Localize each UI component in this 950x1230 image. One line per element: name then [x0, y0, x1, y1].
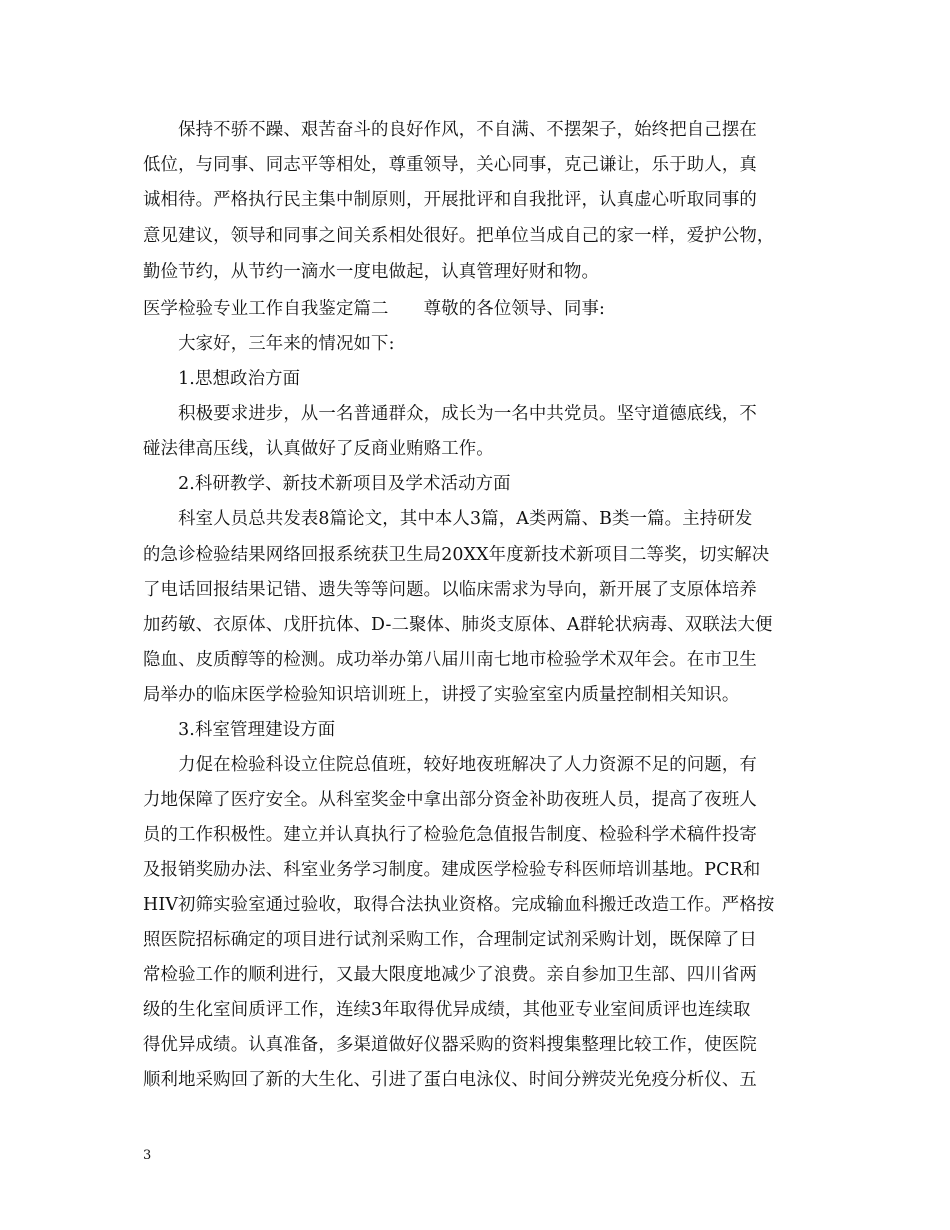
text-line: 力地保障了医疗安全。从科室奖金中拿出部分资金补助夜班人员，提高了夜班人	[143, 790, 757, 810]
text-line: 力促在检验科设立住院总值班，较好地夜班解决了人力资源不足的问题，有	[143, 755, 757, 775]
text-line: 照医院招标确定的项目进行试剂采购工作，合理制定试剂采购计划，既保障了日	[143, 930, 757, 950]
text-line: 的急诊检验结果网络回报系统获卫生局20XX年度新技术新项目二等奖，切实解决	[143, 545, 770, 565]
text-line: 碰法律高压线，认真做好了反商业贿赂工作。	[143, 439, 494, 459]
page-number: 3	[143, 1148, 152, 1163]
text-line: 隐血、皮质醇等的检测。成功举办第八届川南七地市检验学术双年会。在市卫生	[143, 650, 757, 670]
text-line: 低位，与同事、同志平等相处，尊重领导，关心同事，克己谦让，乐于助人，真	[143, 155, 757, 175]
text-line: 员的工作积极性。建立并认真执行了检验危急值报告制度、检验科学术稿件投寄	[143, 825, 757, 845]
text-line: 意见建议，领导和同事之间关系相处很好。把单位当成自己的家一样，爱护公物，	[143, 226, 775, 246]
text-line: 常检验工作的顺利进行，又最大限度地减少了浪费。亲自参加卫生部、四川省两	[143, 965, 757, 985]
text-line: 了电话回报结果记错、遗失等等问题。以临床需求为导向，新开展了支原体培养	[143, 580, 757, 600]
section-heading: 1.思想政治方面	[143, 369, 301, 389]
section-heading-line: 医学检验专业工作自我鉴定篇二 尊敬的各位领导、同事:	[143, 299, 606, 319]
section-heading: 2.科研教学、新技术新项目及学术活动方面	[143, 474, 511, 494]
text-line: 顺利地采购回了新的大生化、引进了蛋白电泳仪、时间分辨荧光免疫分析仪、五	[143, 1070, 757, 1090]
text-line: 积极要求进步，从一名普通群众，成长为一名中共党员。坚守道德底线，不	[143, 404, 757, 424]
section-heading: 3.科室管理建设方面	[143, 720, 336, 740]
text-line: 局举办的临床医学检验知识培训班上，讲授了实验室室内质量控制相关知识。	[143, 685, 740, 705]
text-line: 及报销奖励办法、科室业务学习制度。建成医学检验专科医师培训基地。PCR和	[143, 860, 761, 880]
text-line: 大家好，三年来的情况如下:	[143, 334, 395, 354]
text-line: 保持不骄不躁、艰苦奋斗的良好作风，不自满、不摆架子，始终把自己摆在	[143, 120, 757, 140]
text-line: 诚相待。严格执行民主集中制原则，开展批评和自我批评，认真虚心听取同事的	[143, 190, 757, 210]
text-line: HIV初筛实验室通过验收，取得合法执业资格。完成输血科搬迁改造工作。严格按	[143, 895, 775, 915]
text-line: 得优异成绩。认真准备，多渠道做好仪器采购的资料搜集整理比较工作，使医院	[143, 1035, 757, 1055]
text-line: 加药敏、衣原体、戊肝抗体、D-二聚体、肺炎支原体、A群轮状病毒、双联法大便	[143, 615, 773, 635]
text-line: 勤俭节约，从节约一滴水一度电做起，认真管理好财和物。	[143, 262, 600, 282]
text-line: 科室人员总共发表8篇论文，其中本人3篇，A类两篇、B类一篇。主持研发	[143, 509, 753, 529]
text-line: 级的生化室间质评工作，连续3年取得优异成绩，其他亚专业室间质评也连续取	[143, 1000, 751, 1020]
